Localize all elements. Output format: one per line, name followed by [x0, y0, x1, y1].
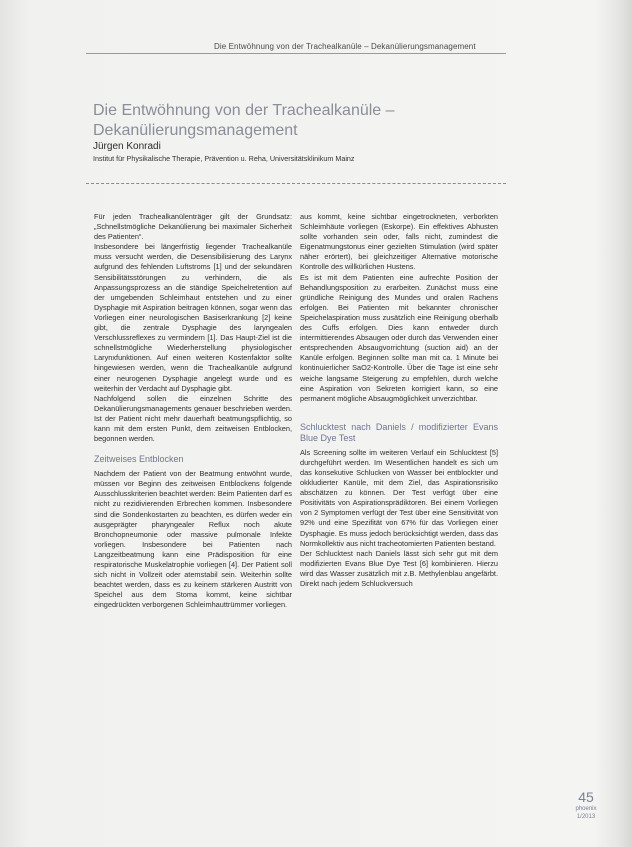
section-heading: Zeitweises Entblocken — [94, 454, 184, 465]
paragraph: aus kommt, keine sichtbar eingetrockneten, verborkten Schleimhäute vorliegen (Eskorpe). Ein effektives Abhusten sollte vorhanden sein oder, falls nicht, zumindest die Eigenatmungstonus einer gezielten Stimulation (wird später näher erörtert), bei gleichzeitiger Alternative motorische Kontrolle des willkürlichen Hustens. — [300, 212, 498, 272]
paragraph: Insbesondere bei längerfristig liegender Trachealkanüle muss versucht werden, die Desensibilisierung des Larynx aufgrund des fehlenden Luftstroms [1] und der sekundären Sensibilitätsstörungen zu verhindern, die als Anpassungsprozess an die ständige Speichelretention auf der umgebenden Schleimhaut entstehen und zu einer Dysphagie mit Aspiration beitragen können, sogar wenn das Vorliegen einer neurologischen Basiserkrankung [2] keine gibt, die zentrale Dysphagie des laryngealen Verschlussreflexes zu vermindern [1]. Das Haupt-Ziel ist die schnellstmögliche Wiederherstellung physiologischer Larynxfunktionen. Auf einen weiteren Kostenfaktor sollte hingewiesen werden, wenn die Trachealkanüle aufgrund einer neurogenen Dysphagie angelegt wurde und es weiterhin der Verdacht auf Dysphagie gibt. — [94, 242, 292, 393]
dashed-divider — [86, 183, 506, 184]
paragraph: Nachdem der Patient von der Beatmung entwöhnt wurde, müssen vor Beginn des zeitweisen Entblockens folgende Ausschlusskriterien beachtet werden: Beim Patienten darf es nicht zu rezidivierenden Erbrechen kommen. Insbesondere sind die Sondenkostarten zu beachten, es dürfen weder ein ausgeprägter pharyngealer Reflux noch akute Bronchopneumonie oder massive pulmonale Infekte vorliegen. Insbesondere bei Patienten nach Langzeitbeatmung kann eine Prädisposition für eine respiratorische Muskelatrophie vorliegen [4]. Der Patient soll sich nicht in Vollzeit oder atemstabil sein. Weiterhin sollte beachtet werden, dass es zu keinem stärkeren Austritt von Speichel aus dem Stoma kommt, keine sichtbar eingedrückten verborgenen Schleimhauttrümmer vorliegen. — [94, 469, 292, 610]
article-title: Die Entwöhnung von der Trachealkanüle – Dekanülierungsmanagement — [93, 101, 395, 139]
paragraph: Für jeden Trachealkanülenträger gilt der Grundsatz: „Schnellstmögliche Dekanülierung bei maximaler Sicherheit des Patienten“. — [94, 212, 292, 242]
left-column — [94, 212, 292, 610]
paragraph: Als Screening sollte im weiteren Verlauf ein Schlucktest [5] durchgeführt werden. Im Wesentlichen handelt es sich um das konsekutive Schlucken von Wasser bei entblockter und okkludierter Kanüle, mit dem Ziel, das Aspirationsrisiko abschätzen zu können. Der Test verfügt über eine Positivitäts von Aspirationsprädiktoren. Bei einem Vorliegen von 2 Symptomen verfügt der Test über eine Sensitivität von 92% und eine Spezifität von 67% für das Vorliegen einer Dysphagie. Es muss jedoch berücksichtigt werden, dass das Normkollektiv aus nicht tracheotomierten Patienten bestand. — [300, 447, 498, 548]
page-folio — [566, 790, 606, 821]
journal-name: phoenix — [575, 806, 597, 812]
header-rule — [86, 53, 506, 54]
section-heading: Schlucktest nach Daniels / modifizierter Evans Blue Dye Test — [300, 421, 498, 443]
right-column — [300, 212, 498, 589]
running-header: Die Entwöhnung von der Trachealkanüle – Dekanülierungsmanagement — [214, 42, 476, 51]
paragraph: Der Schlucktest nach Daniels lässt sich sehr gut mit dem modifizierten Evans Blue Dye Test [6] kombinieren. Hierzu wird das Wasser zusätzlich mit z.B. Methylenblau angefärbt. Direkt nach jedem Schluckversuch — [300, 548, 498, 588]
author-name: Jürgen Konradi — [93, 141, 161, 152]
author-affiliation: Institut für Physikalische Therapie, Prävention u. Reha, Universitätsklinikum Mainz — [93, 154, 355, 163]
paragraph: Es ist mit dem Patienten eine aufrechte Position der Behandlungsposition zu erarbeiten. Zunächst muss eine gründliche Reinigung des Mundes und oralen Rachens erfolgen. Bei Patienten mit bekannter chronischer Speichelaspiration muss zusätzlich eine Reinigung oberhalb des Cuffs erfolgen. Dies kann entweder durch intermittierendes Absaugen oder durch das Verwenden einer entsprechenden Absaugvorrichtung (suction aid) an der Kanüle erfolgen. Beginnen sollte man mit ca. 1 Minute bei kontinuierlicher SaO2-Kontrolle. Über die Tage ist eine sehr weiche langsame Steigerung zu empfehlen, durch welche eine Aspiration von Sekreten korrigiert kann, so eine permanent mögliche Absaugmöglichkeit unverzichtbar. — [300, 272, 498, 403]
paragraph: Nachfolgend sollen die einzelnen Schritte des Dekanülierungsmanagements genauer beschrieben werden. Ist der Patient nicht mehr dauerhaft beatmungspflichtig, so kann mit dem ersten Punkt, dem zeitweisen Entblocken, begonnen werden. — [94, 393, 292, 444]
journal-issue: 1/2013 — [576, 814, 596, 820]
page-edge-shadow — [596, 0, 632, 847]
page-number: 45 — [578, 789, 594, 805]
